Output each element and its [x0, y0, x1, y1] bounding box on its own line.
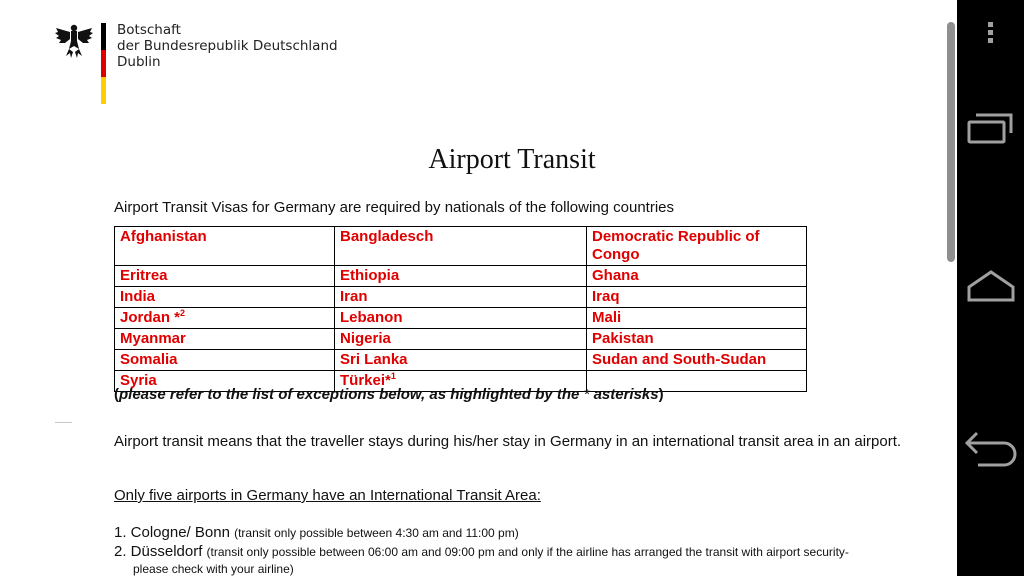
country-cell [587, 329, 807, 350]
country-cell [587, 227, 807, 266]
country-row [115, 308, 807, 329]
country-cell [335, 287, 587, 308]
exceptions-text: please refer to the list of exceptions below, as highlighted by the [119, 386, 580, 403]
airport-item [114, 543, 849, 576]
country-cell [115, 266, 335, 287]
back-icon[interactable] [957, 425, 1024, 469]
embassy-name-line: der Bundesrepublik Deutschland [117, 38, 338, 54]
intro-text: Airport Transit Visas for Germany are required by nationals of the following countries [114, 199, 674, 216]
android-nav-bar [957, 0, 1024, 576]
country-cell [115, 329, 335, 350]
country-row [115, 227, 807, 266]
airports-heading: Only five airports in Germany have an International Transit Area: [114, 487, 541, 504]
country-cell [335, 350, 587, 371]
exceptions-note [114, 386, 664, 403]
airport-item [114, 524, 519, 542]
airport-note: (transit only possible between 06:00 am and 09:00 pm and only if the airline has arranged the transit with airport security- [206, 545, 849, 559]
country-cell [115, 308, 335, 329]
embassy-name [117, 22, 338, 70]
german-flag-bar [101, 23, 106, 104]
country-name: Myanmar [120, 330, 186, 347]
country-name: Sudan and South-Sudan [592, 351, 767, 368]
country-name: Pakistan [592, 330, 654, 347]
footnote-marker: 2 [180, 308, 186, 318]
country-row [115, 287, 807, 308]
country-cell [335, 329, 587, 350]
country-cell [587, 287, 807, 308]
embassy-name-line: Dublin [117, 54, 161, 70]
country-name: Somalia [120, 351, 178, 368]
home-icon[interactable] [957, 265, 1024, 307]
airport-label: 1. Cologne/ Bonn [114, 524, 230, 541]
country-cell [335, 266, 587, 287]
country-cell [587, 266, 807, 287]
transit-definition: Airport transit means that the traveller stays during his/her stay in Germany in an international transit area in an airport. [114, 433, 902, 450]
page-title: Airport Transit [428, 144, 596, 175]
scrollbar-thumb[interactable] [947, 22, 955, 262]
federal-eagle-logo [54, 23, 94, 59]
country-name: Ghana [592, 267, 639, 284]
exceptions-text-end: asterisks [593, 386, 659, 403]
country-name: Democratic Republic of Congo [592, 228, 760, 263]
footnote-marker: 1 [390, 371, 396, 381]
flag-stripe-red [101, 50, 106, 77]
exceptions-open-paren: ( [114, 386, 119, 403]
country-name: Ethiopia [340, 267, 400, 284]
country-name: Mali [592, 309, 622, 326]
flag-stripe-black [101, 23, 106, 50]
country-cell [115, 350, 335, 371]
exceptions-close-paren: ) [658, 386, 664, 403]
country-row [115, 266, 807, 287]
countries-table [114, 226, 807, 392]
country-cell [335, 227, 587, 266]
country-cell [115, 287, 335, 308]
exceptions-asterisk: * [579, 386, 594, 403]
country-cell [587, 350, 807, 371]
country-name: Nigeria [340, 330, 391, 347]
page-margin-mark [55, 422, 72, 423]
country-name: Türkei* [340, 372, 391, 389]
country-name: Lebanon [340, 309, 403, 326]
airport-note: (transit only possible between 4:30 am and 11:00 pm) [234, 526, 519, 540]
flag-stripe-gold [101, 77, 106, 104]
airport-note-continued: please check with your airline) [133, 562, 294, 576]
country-cell [335, 308, 587, 329]
country-name: Sri Lanka [340, 351, 408, 368]
country-name: Eritrea [120, 267, 168, 284]
country-name: Iran [340, 288, 368, 305]
country-name: Syria [120, 372, 157, 389]
country-name: Afghanistan [120, 228, 207, 245]
country-cell [587, 308, 807, 329]
airport-label: 2. Düsseldorf [114, 543, 203, 560]
recent-apps-icon[interactable] [957, 108, 1024, 148]
country-name: Jordan * [120, 309, 181, 326]
country-name: Iraq [592, 288, 620, 305]
country-row [115, 350, 807, 371]
country-cell [115, 227, 335, 266]
country-name: India [120, 288, 156, 305]
overflow-menu-icon[interactable] [957, 18, 1024, 48]
country-row [115, 329, 807, 350]
country-name: Bangladesch [340, 228, 434, 245]
embassy-name-line: Botschaft [117, 22, 181, 38]
